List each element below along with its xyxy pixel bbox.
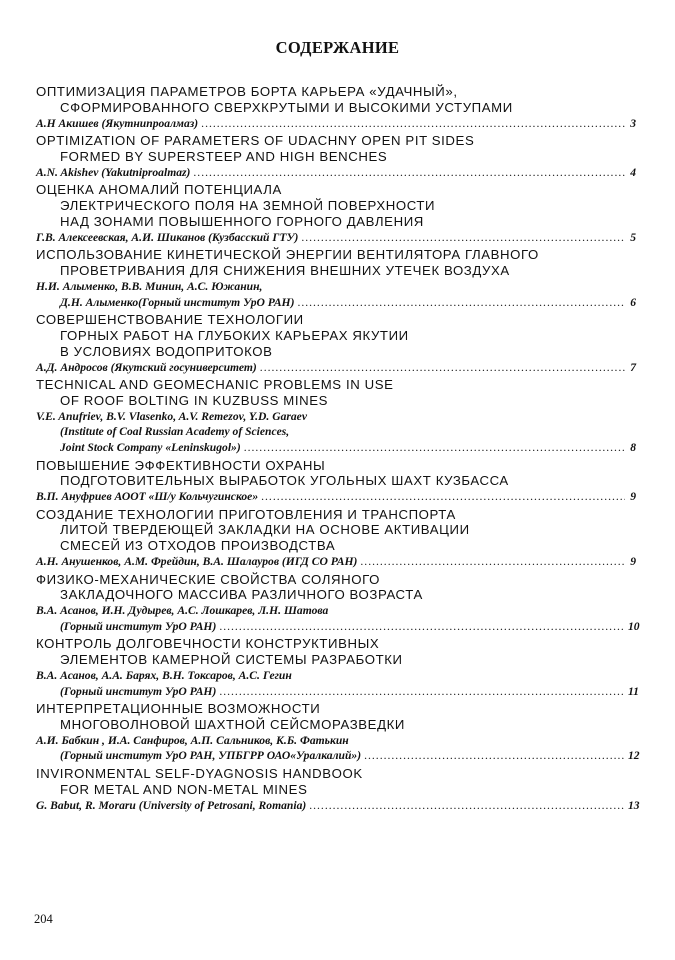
toc-entry-title-line: FOR METAL AND NON-METAL MINES — [60, 781, 308, 797]
toc-entry — [36, 636, 639, 699]
toc-entry-title-line: OF ROOF BOLTING IN KUZBUSS MINES — [60, 392, 329, 408]
toc-entry-authors-line: Joint Stock Company «Leninskugol») — [60, 440, 241, 454]
toc-entry-page[interactable]: 12 — [628, 749, 640, 763]
toc-entry-title-line: ПОВЫШЕНИЕ ЭФФЕКТИВНОСТИ ОХРАНЫ — [36, 457, 326, 473]
toc-entry-title-line: СОЗДАНИЕ ТЕХНОЛОГИИ ПРИГОТОВЛЕНИЯ И ТРАНСПОРТА — [36, 506, 456, 522]
dot-leader — [260, 360, 625, 376]
toc-entry-title-line: ПРОВЕТРИВАНИЯ ДЛЯ СНИЖЕНИЯ ВНЕШНИХ УТЕЧЕК ВОЗДУХА — [60, 263, 510, 279]
toc-entry-title-line: TECHNICAL AND GEOMECHANIC PROBLEMS IN USE — [36, 377, 394, 393]
toc-entry — [36, 312, 636, 375]
dot-leader — [297, 295, 625, 311]
toc-entry-authors-line: Г.В. Алексеевская, А.И. Шиканов (Кузбасский ГТУ) — [36, 230, 299, 244]
toc-entry-title-line: СМЕСЕЙ ИЗ ОТХОДОВ ПРОИЗВОДСТВА — [60, 538, 336, 554]
toc-entry-title-line: ФИЗИКО-МЕХАНИЧЕСКИЕ СВОЙСТВА СОЛЯНОГО — [36, 571, 380, 587]
toc-entry — [36, 458, 636, 505]
toc-entry-page[interactable]: 4 — [630, 165, 636, 179]
toc-entry-authors-line: A.N. Akishev (Yakutniproalmaz) — [36, 165, 191, 179]
toc-entry-authors-line: А.Д. Андросов (Якутский госуниверситет) — [36, 360, 257, 374]
toc-entry-title-line: ГОРНЫХ РАБОТ НА ГЛУБОКИХ КАРЬЕРАХ ЯКУТИИ — [60, 327, 409, 343]
toc-entry-page[interactable]: 7 — [630, 360, 636, 374]
toc-entry-page[interactable]: 5 — [630, 230, 636, 244]
toc-entry-authors-row — [36, 684, 639, 700]
toc-entry-authors-line: А.Н. Анушенков, А.М. Фрейдин, В.А. Шалауров (ИГД СО РАН) — [36, 555, 358, 569]
dot-leader — [261, 489, 625, 505]
toc-entry-authors-row — [36, 748, 640, 764]
page-title: СОДЕРЖАНИЕ — [275, 38, 400, 57]
toc-entry-page[interactable]: 6 — [630, 295, 636, 309]
dot-leader — [244, 440, 625, 456]
table-of-contents — [36, 84, 640, 815]
toc-entry-title-line: ЭЛЕМЕНТОВ КАМЕРНОЙ СИСТЕМЫ РАЗРАБОТКИ — [60, 652, 403, 668]
toc-entry-page[interactable]: 11 — [628, 684, 639, 698]
toc-entry-title-line: СФОРМИРОВАННОГО СВЕРХКРУТЫМИ И ВЫСОКИМИ УСТУПАМИ — [60, 99, 513, 115]
toc-entry-authors-line: G. Babut, R. Moraru (University of Petrosani, Romania) — [36, 798, 307, 812]
toc-entry-authors-row — [36, 619, 640, 635]
toc-entry-authors-line: Д.Н. Алыменко(Горный институт УрО РАН) — [60, 295, 295, 309]
dot-leader — [301, 230, 625, 246]
toc-entry-authors-row — [36, 798, 640, 814]
toc-entry-title-line: ОПТИМИЗАЦИЯ ПАРАМЕТРОВ БОРТА КАРЬЕРА «УДАЧНЫЙ», — [36, 84, 458, 99]
toc-entry-page[interactable]: 8 — [630, 440, 636, 454]
toc-entry — [36, 377, 636, 455]
toc-entry-page[interactable]: 3 — [630, 116, 636, 130]
toc-entry — [36, 84, 636, 131]
toc-entry-title-line: СОВЕРШЕНСТВОВАНИЕ ТЕХНОЛОГИИ — [36, 312, 304, 328]
toc-entry-page[interactable]: 9 — [630, 555, 636, 569]
toc-entry-authors-line: (Горный институт УрО РАН, УПБГРР ОАО«Уралкалий») — [60, 749, 362, 763]
toc-entry-authors-line: А.И. Бабкин , И.А. Санфиров, А.П. Сальников, К.Б. Фатькин — [36, 733, 349, 747]
toc-entry-title-line: ОЦЕНКА АНОМАЛИЙ ПОТЕНЦИАЛА — [36, 182, 282, 198]
toc-entry-authors-row — [36, 360, 636, 376]
toc-entry — [36, 766, 640, 813]
toc-entry-authors-row — [36, 230, 636, 246]
toc-entry-authors-line: Н.И. Алыменко, В.В. Минин, А.С. Южанин, — [36, 279, 263, 293]
dot-leader — [360, 554, 625, 570]
toc-entry-authors-row — [36, 295, 636, 311]
toc-entry-page[interactable]: 13 — [628, 798, 640, 812]
toc-entry-authors-line: V.E. Anufriev, B.V. Vlasenko, A.V. Remezov, Y.D. Garaev — [36, 409, 307, 423]
toc-entry — [36, 182, 636, 245]
toc-entry-authors-line: В.П. Ануфриев АООТ «Ш/у Кольчугинское» — [36, 490, 259, 504]
toc-entry — [36, 571, 640, 635]
toc-entry-title-line: INVIRONMENTAL SELF-DYAGNOSIS HANDBOOK — [36, 766, 363, 782]
toc-entry-title-line: В УСЛОВИЯХ ВОДОПРИТОКОВ — [60, 343, 273, 359]
toc-entry-authors-row — [36, 440, 636, 456]
toc-entry-authors-line: А.Н Акишев (Якутнипроалмаз) — [36, 116, 199, 130]
toc-entry-title-line: МНОГОВОЛНОВОЙ ШАХТНОЙ СЕЙСМОРАЗВЕДКИ — [60, 717, 405, 733]
dot-leader — [309, 798, 625, 814]
toc-entry-authors-row — [36, 116, 636, 132]
dot-leader — [219, 619, 625, 635]
toc-entry-title-line: ЛИТОЙ ТВЕРДЕЮЩЕЙ ЗАКЛАДКИ НА ОСНОВЕ АКТИВАЦИИ — [60, 522, 470, 538]
dot-leader — [219, 684, 625, 700]
toc-entry-page[interactable]: 10 — [628, 619, 640, 633]
toc-entry — [36, 247, 636, 310]
page-number: 204 — [34, 912, 53, 926]
toc-entry-title-line: ЗАКЛАДОЧНОГО МАССИВА РАЗЛИЧНОГО ВОЗРАСТА — [60, 587, 423, 603]
toc-entry-authors-row — [36, 489, 636, 505]
toc-entry-authors-line: В.А. Асанов, А.А. Барях, В.Н. Токсаров, А.С. Гегин — [36, 669, 292, 683]
toc-entry-page[interactable]: 9 — [630, 490, 636, 504]
toc-entry-title-line: ПОДГОТОВИТЕЛЬНЫХ ВЫРАБОТОК УГОЛЬНЫХ ШАХТ КУЗБАССА — [60, 473, 509, 489]
toc-entry-title-line: ИСПОЛЬЗОВАНИЕ КИНЕТИЧЕСКОЙ ЭНЕРГИИ ВЕНТИЛЯТОРА ГЛАВНОГО — [36, 247, 539, 263]
dot-leader — [201, 116, 625, 132]
toc-entry-title-line: ИНТЕРПРЕТАЦИОННЫЕ ВОЗМОЖНОСТИ — [36, 701, 321, 717]
toc-entry — [36, 701, 640, 764]
dot-leader — [193, 165, 625, 181]
toc-entry-title-line: КОНТРОЛЬ ДОЛГОВЕЧНОСТИ КОНСТРУКТИВНЫХ — [36, 636, 380, 652]
toc-entry-title-line: ЭЛЕКТРИЧЕСКОГО ПОЛЯ НА ЗЕМНОЙ ПОВЕРХНОСТИ — [60, 198, 436, 214]
dot-leader — [364, 748, 625, 764]
toc-entry — [36, 507, 636, 570]
toc-entry-authors-line: В.А. Асанов, И.Н. Дудырев, А.С. Лошкарев, Л.Н. Шатова — [36, 604, 329, 618]
toc-entry-authors-line: (Горный институт УрО РАН) — [60, 684, 217, 698]
toc-entry-title-line: FORMED BY SUPERSTEEP AND HIGH BENCHES — [60, 148, 388, 164]
toc-entry-authors-line: (Institute of Coal Russian Academy of Sciences, — [60, 425, 290, 439]
toc-entry-authors-line: (Горный институт УрО РАН) — [60, 619, 217, 633]
toc-entry-authors-row — [36, 554, 636, 570]
toc-entry-title-line: НАД ЗОНАМИ ПОВЫШЕННОГО ГОРНОГО ДАВЛЕНИЯ — [60, 213, 424, 229]
toc-entry — [36, 133, 636, 180]
toc-entry-title-line: OPTIMIZATION OF PARAMETERS OF UDACHNY OPEN PIT SIDES — [36, 133, 475, 149]
toc-entry-authors-row — [36, 165, 636, 181]
